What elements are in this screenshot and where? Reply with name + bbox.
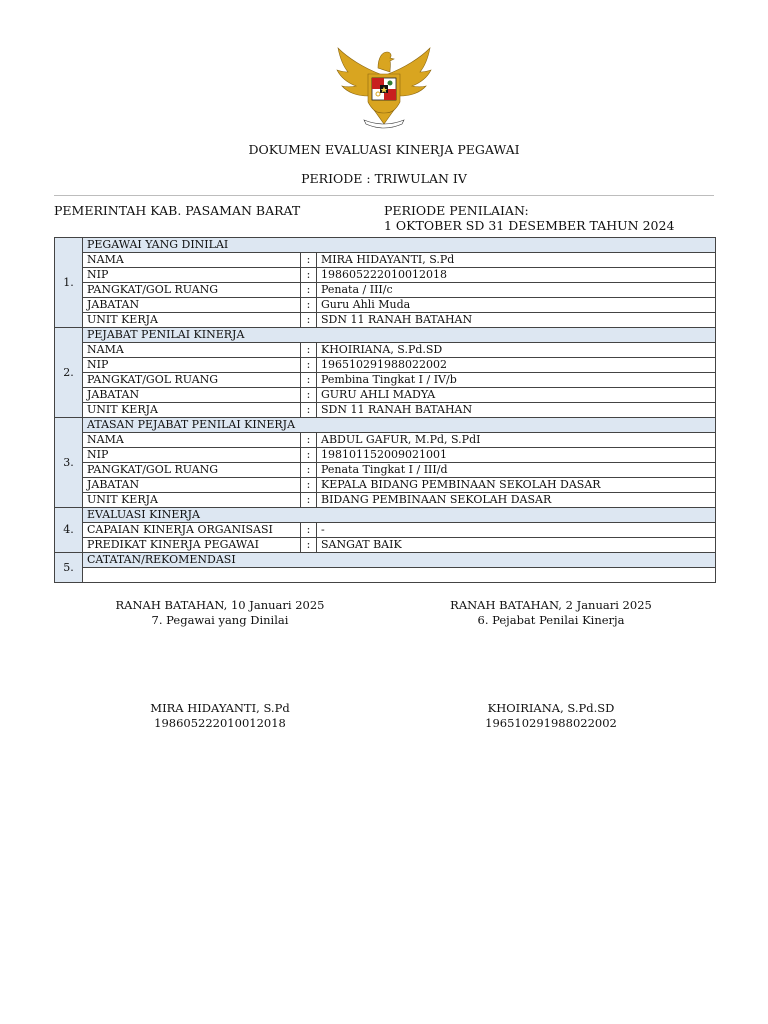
- field-label: NAMA: [83, 433, 301, 448]
- document-title: DOKUMEN EVALUASI KINERJA PEGAWAI: [248, 142, 520, 157]
- section-header-row: [55, 508, 716, 523]
- section-header-row: [55, 238, 716, 253]
- table-row: [55, 448, 716, 463]
- field-value: -: [317, 523, 716, 538]
- field-value: 196510291988022002: [317, 358, 716, 373]
- field-label: UNIT KERJA: [83, 403, 301, 418]
- institution-name: PEMERINTAH KAB. PASAMAN BARAT: [54, 203, 301, 218]
- field-label: NAMA: [83, 253, 301, 268]
- field-value: GURU AHLI MADYA: [317, 388, 716, 403]
- field-colon: :: [301, 343, 317, 358]
- table-row: [55, 313, 716, 328]
- field-label: JABATAN: [83, 388, 301, 403]
- field-colon: :: [301, 403, 317, 418]
- field-label: NIP: [83, 268, 301, 283]
- field-value: 198101152009021001: [317, 448, 716, 463]
- field-colon: :: [301, 358, 317, 373]
- field-colon: :: [301, 313, 317, 328]
- assessment-period-label: PERIODE PENILAIAN:: [384, 203, 529, 218]
- section-title: PEGAWAI YANG DINILAI: [83, 238, 716, 253]
- field-colon: :: [301, 448, 317, 463]
- field-label: PANGKAT/GOL RUANG: [83, 283, 301, 298]
- left-signer-name: MIRA HIDAYANTI, S.Pd: [150, 701, 290, 715]
- field-colon: :: [301, 523, 317, 538]
- table-row: [55, 358, 716, 373]
- section-number: 4.: [55, 508, 83, 553]
- table-row: [55, 523, 716, 538]
- field-colon: :: [301, 388, 317, 403]
- table-row: [55, 388, 716, 403]
- evaluation-table: [54, 237, 716, 583]
- field-value: MIRA HIDAYANTI, S.Pd: [317, 253, 716, 268]
- notes-cell: [83, 568, 716, 583]
- table-row: [55, 283, 716, 298]
- field-value: ABDUL GAFUR, M.Pd, S.PdI: [317, 433, 716, 448]
- table-row: [55, 478, 716, 493]
- field-label: JABATAN: [83, 478, 301, 493]
- right-signer-role: 6. Pejabat Penilai Kinerja: [477, 613, 625, 627]
- left-signer-role: 7. Pegawai yang Dinilai: [151, 613, 289, 627]
- section-number: 1.: [55, 238, 83, 328]
- field-value: Penata Tingkat I / III/d: [317, 463, 716, 478]
- right-signer-name: KHOIRIANA, S.Pd.SD: [487, 701, 615, 715]
- section-header-row: [55, 553, 716, 568]
- table-row: [55, 343, 716, 358]
- field-value: Pembina Tingkat I / IV/b: [317, 373, 716, 388]
- field-colon: :: [301, 253, 317, 268]
- section-title: ATASAN PEJABAT PENILAI KINERJA: [83, 418, 716, 433]
- field-label: PREDIKAT KINERJA PEGAWAI: [83, 538, 301, 553]
- field-label: NAMA: [83, 343, 301, 358]
- table-row: [55, 373, 716, 388]
- field-colon: :: [301, 268, 317, 283]
- field-value: SANGAT BAIK: [317, 538, 716, 553]
- field-value: 198605222010012018: [317, 268, 716, 283]
- field-label: PANGKAT/GOL RUANG: [83, 463, 301, 478]
- period-label: PERIODE : TRIWULAN IV: [301, 171, 467, 186]
- field-label: NIP: [83, 448, 301, 463]
- field-label: CAPAIAN KINERJA ORGANISASI: [83, 523, 301, 538]
- field-label: UNIT KERJA: [83, 313, 301, 328]
- field-value: Guru Ahli Muda: [317, 298, 716, 313]
- table-row: [55, 463, 716, 478]
- field-value: KHOIRIANA, S.Pd.SD: [317, 343, 716, 358]
- empty-notes-row: [55, 568, 716, 583]
- table-row: [55, 253, 716, 268]
- section-title: CATATAN/REKOMENDASI: [83, 553, 716, 568]
- section-title: EVALUASI KINERJA: [83, 508, 716, 523]
- field-colon: :: [301, 463, 317, 478]
- field-colon: :: [301, 298, 317, 313]
- field-value: BIDANG PEMBINAAN SEKOLAH DASAR: [317, 493, 716, 508]
- field-colon: :: [301, 283, 317, 298]
- field-label: PANGKAT/GOL RUANG: [83, 373, 301, 388]
- field-label: NIP: [83, 358, 301, 373]
- left-place-date: RANAH BATAHAN, 10 Januari 2025: [115, 598, 325, 612]
- field-value: SDN 11 RANAH BATAHAN: [317, 403, 716, 418]
- right-signer-nip: 196510291988022002: [485, 716, 617, 730]
- field-colon: :: [301, 433, 317, 448]
- assessment-period-range: 1 OKTOBER SD 31 DESEMBER TAHUN 2024: [384, 218, 675, 233]
- field-colon: :: [301, 493, 317, 508]
- field-colon: :: [301, 373, 317, 388]
- table-row: [55, 268, 716, 283]
- field-colon: :: [301, 478, 317, 493]
- left-signer-nip: 198605222010012018: [154, 716, 286, 730]
- field-label: UNIT KERJA: [83, 493, 301, 508]
- table-row: [55, 403, 716, 418]
- field-value: KEPALA BIDANG PEMBINAAN SEKOLAH DASAR: [317, 478, 716, 493]
- right-place-date: RANAH BATAHAN, 2 Januari 2025: [450, 598, 652, 612]
- section-header-row: [55, 328, 716, 343]
- section-number: 3.: [55, 418, 83, 508]
- section-header-row: [55, 418, 716, 433]
- section-number: 5.: [55, 553, 83, 583]
- table-row: [55, 298, 716, 313]
- section-number: 2.: [55, 328, 83, 418]
- table-row: [55, 433, 716, 448]
- table-row: [55, 493, 716, 508]
- field-colon: :: [301, 538, 317, 553]
- field-value: Penata / III/c: [317, 283, 716, 298]
- field-value: SDN 11 RANAH BATAHAN: [317, 313, 716, 328]
- table-row: [55, 538, 716, 553]
- field-label: JABATAN: [83, 298, 301, 313]
- divider: [54, 195, 714, 196]
- garuda-emblem-icon: [334, 44, 434, 130]
- section-title: PEJABAT PENILAI KINERJA: [83, 328, 716, 343]
